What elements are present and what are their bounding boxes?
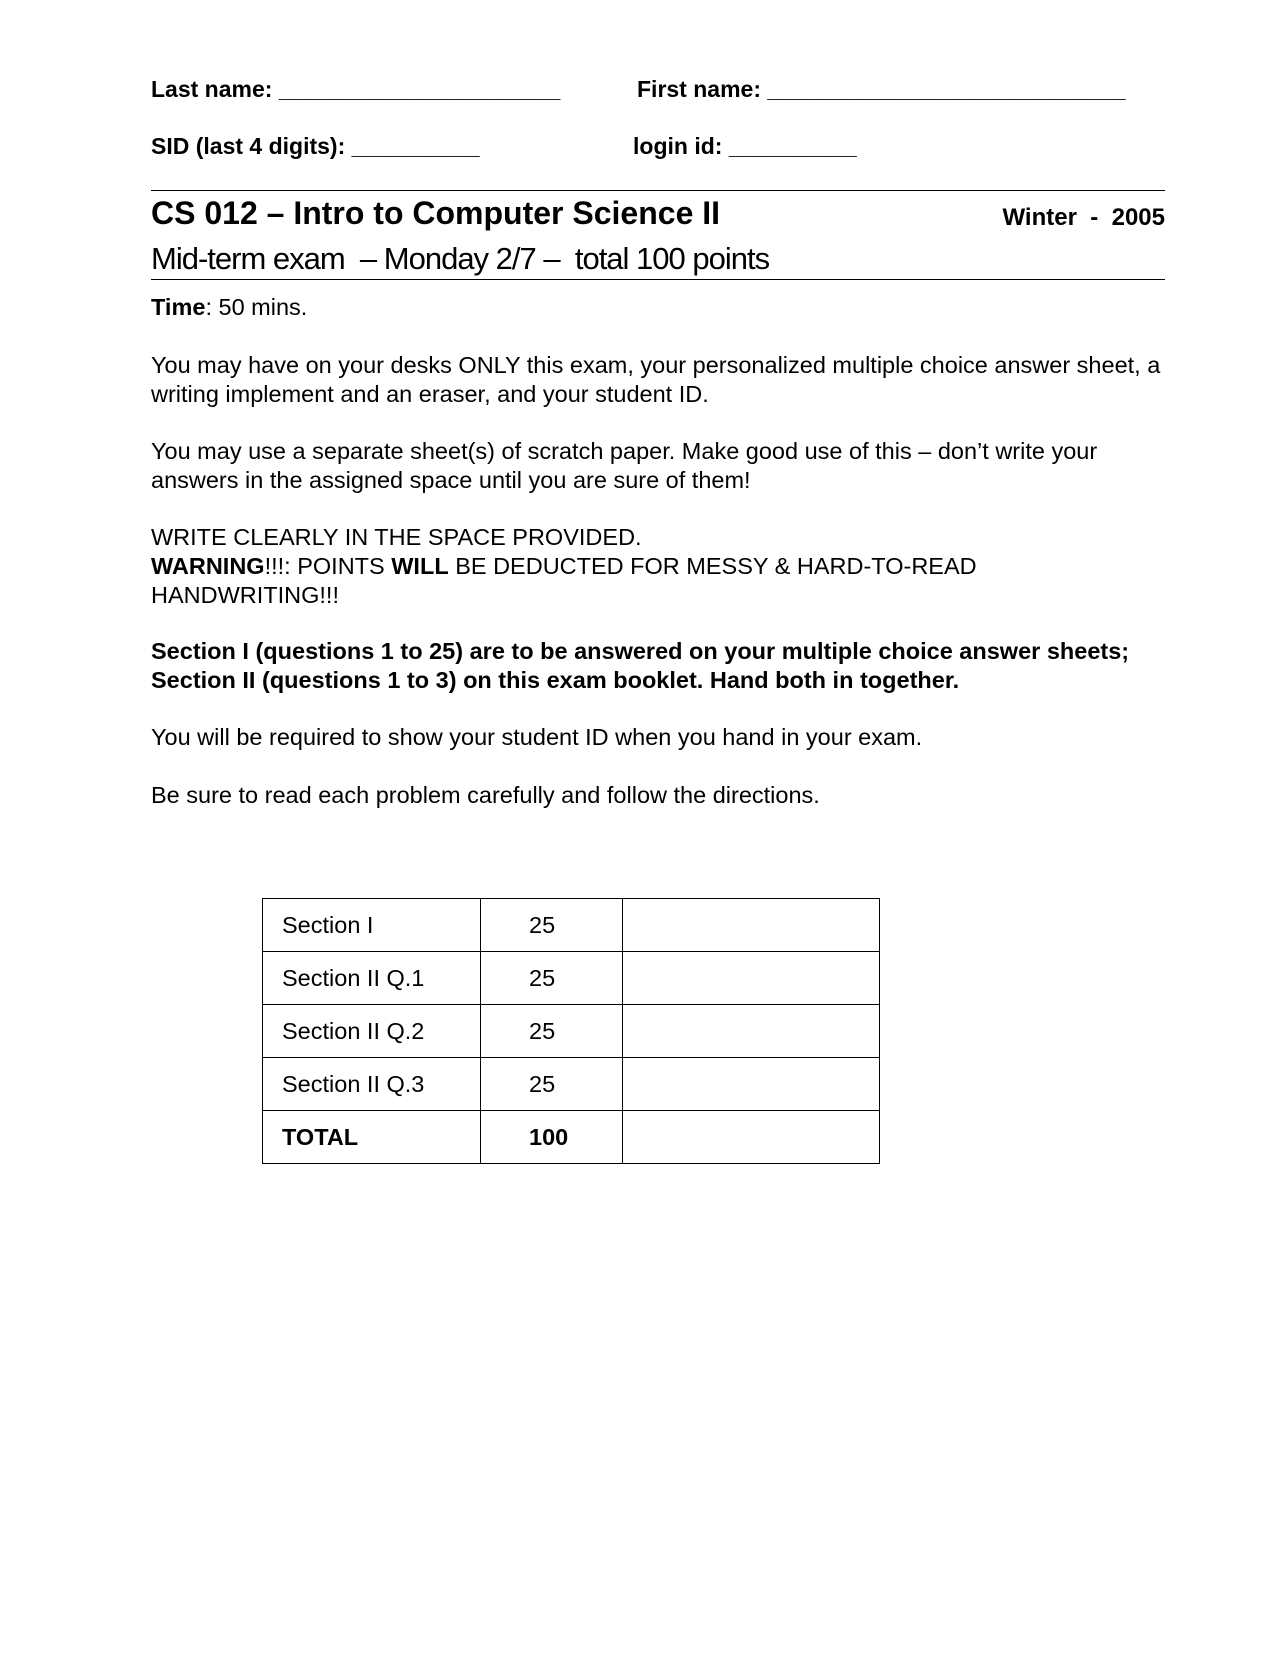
score-table — [262, 898, 880, 1164]
points-cell: 25 — [481, 1058, 623, 1111]
section-cell: Section II Q.2 — [263, 1005, 481, 1058]
score-cell — [623, 1005, 880, 1058]
score-cell — [623, 1058, 880, 1111]
login-id-blank: __________ — [728, 133, 857, 159]
first-name-field — [637, 76, 1126, 103]
warning-label: WARNING — [151, 553, 265, 579]
section-cell: Section I — [263, 899, 481, 952]
sid-blank: __________ — [351, 133, 480, 159]
first-name-blank: ____________________________ — [767, 76, 1126, 102]
scratch-paper-paragraph: You may use a separate sheet(s) of scratch paper. Make good use of this – don’t write your answers in the assigned space until you are sure of them! — [151, 438, 1098, 493]
table-row — [263, 1058, 880, 1111]
total-label-cell: TOTAL — [263, 1111, 481, 1164]
points-cell: 25 — [481, 899, 623, 952]
login-id-label: login id: — [633, 133, 723, 159]
read-carefully-paragraph: Be sure to read each problem carefully and follow the directions. — [151, 782, 820, 808]
last-name-label: Last name: — [151, 76, 273, 102]
course-title: CS 012 – Intro to Computer Science II — [151, 195, 721, 231]
warning-will: WILL — [391, 553, 449, 579]
table-row — [263, 952, 880, 1005]
warning-mid: !!!: POINTS — [264, 553, 392, 579]
table-row — [263, 1005, 880, 1058]
sid-field — [151, 133, 480, 160]
time-value: : 50 mins. — [205, 294, 308, 320]
points-cell: 25 — [481, 1005, 623, 1058]
table-row — [263, 899, 880, 952]
time-label: Time — [151, 294, 206, 320]
points-cell: 25 — [481, 952, 623, 1005]
last-name-blank: ______________________ — [278, 76, 561, 102]
student-id-paragraph: You will be required to show your student ID when you hand in your exam. — [151, 724, 923, 750]
score-cell — [623, 899, 880, 952]
total-score-cell — [623, 1111, 880, 1164]
score-cell — [623, 952, 880, 1005]
warning-paragraph — [151, 552, 1051, 610]
total-row — [263, 1111, 880, 1164]
section-cell: Section II Q.3 — [263, 1058, 481, 1111]
section-cell: Section II Q.1 — [263, 952, 481, 1005]
sid-label: SID (last 4 digits): — [151, 133, 346, 159]
warning-rest: BE DEDUCTED FOR MESSY & HARD-TO-READ HANDWRITING!!! — [151, 553, 977, 608]
term-label: Winter - 2005 — [1002, 204, 1165, 231]
desk-items-paragraph: You may have on your desks ONLY this exam, your personalized multiple choice answer sheet, a writing implement and an eraser, and your student ID. — [151, 352, 1161, 407]
exam-subtitle: Mid-term exam – Monday 2/7 – total 100 points — [151, 241, 770, 276]
title-bottom-rule — [151, 279, 1165, 280]
time-line — [151, 293, 1165, 322]
sections-paragraph: Section I (questions 1 to 25) are to be answered on your multiple choice answer sheets; Section II (questions 1 to 3) on this exam booklet. Hand both in together. — [151, 638, 1130, 693]
first-name-label: First name: — [637, 76, 761, 102]
last-name-field — [151, 76, 560, 103]
login-id-field — [633, 133, 857, 160]
total-points-cell: 100 — [481, 1111, 623, 1164]
write-clearly-line: WRITE CLEARLY IN THE SPACE PROVIDED. — [151, 524, 642, 550]
title-top-rule — [151, 190, 1165, 191]
